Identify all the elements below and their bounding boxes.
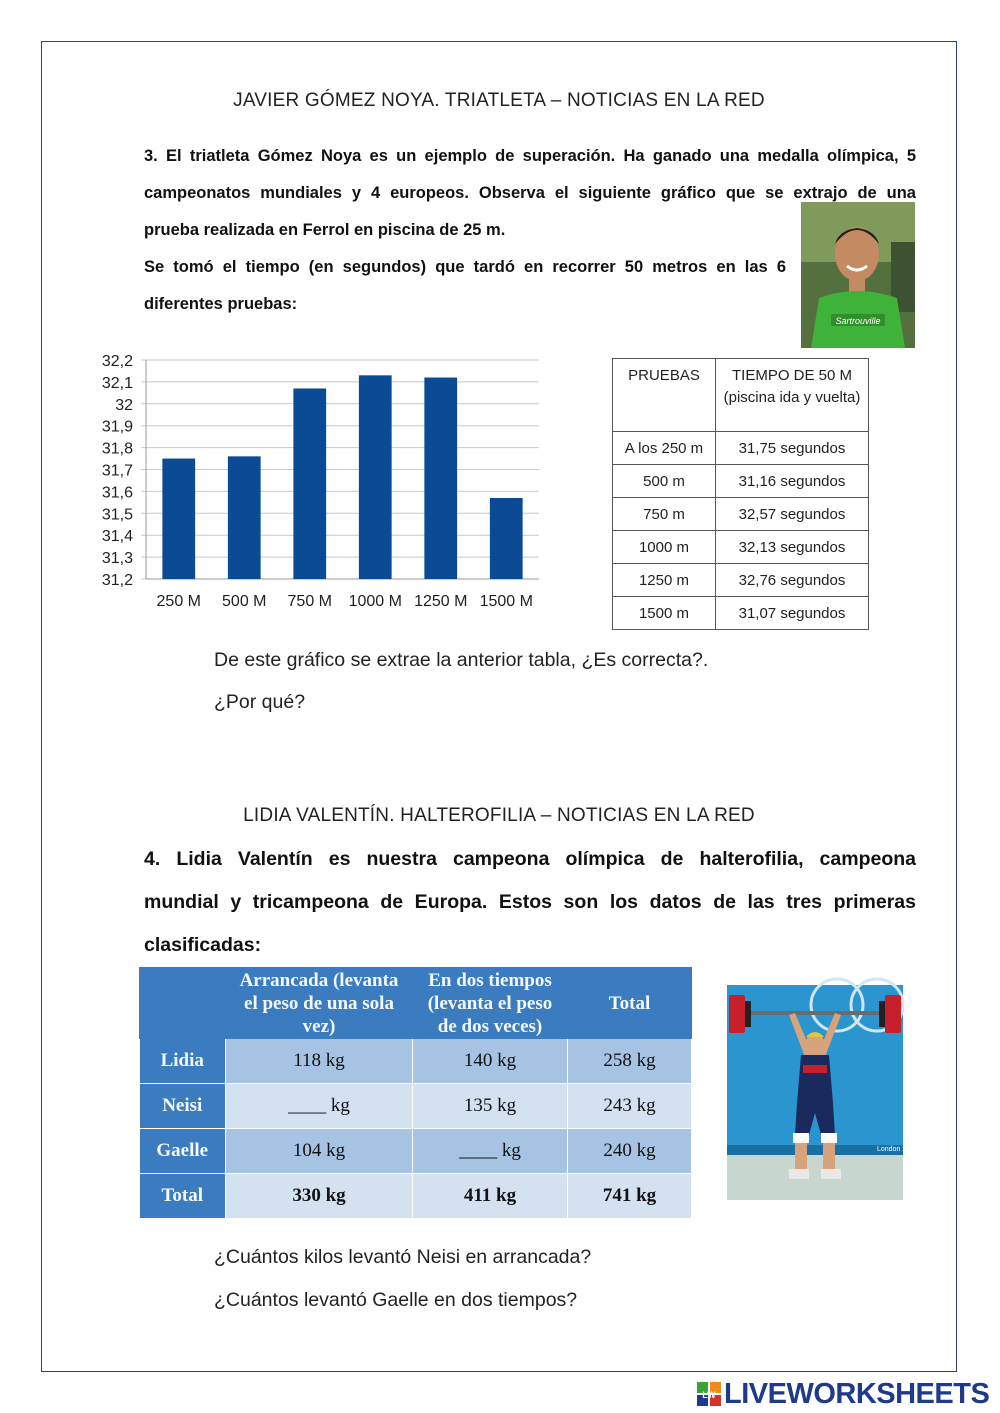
chart-bar bbox=[490, 498, 523, 579]
times-cell-prueba: A los 250 m bbox=[613, 432, 716, 465]
times-header-pruebas: PRUEBAS bbox=[613, 359, 716, 432]
lifts-cell: 258 kg bbox=[568, 1039, 692, 1084]
chart-x-tick-label: 1500 M bbox=[479, 593, 533, 610]
table-row bbox=[613, 564, 869, 597]
question-3-line-4: Se tomó el tiempo (en segundos) que tardó en recorrer 50 metros en las 6 bbox=[144, 258, 786, 276]
lifts-header-blank bbox=[140, 968, 226, 1039]
chart-x-tick-label: 250 M bbox=[156, 593, 201, 610]
logo-text: LIVEWORKSHEETS bbox=[724, 1377, 990, 1410]
chart-x-tick-label: 1250 M bbox=[414, 593, 468, 610]
question-3-line-5: diferentes pruebas: bbox=[144, 295, 298, 313]
weightlifter-photo bbox=[727, 985, 918, 1200]
lifts-name-total: Total bbox=[140, 1174, 226, 1219]
logo-badge-icon bbox=[697, 1382, 721, 1406]
chart-bar bbox=[424, 378, 457, 579]
banner-text: London 2012 bbox=[877, 1146, 918, 1153]
chart-svg bbox=[90, 345, 550, 615]
question-3-line-2: campeonatos mundiales y 4 europeos. Observa el siguiente gráfico que se extrajo de una bbox=[144, 184, 916, 202]
table-row bbox=[613, 465, 869, 498]
times-cell-tiempo: 32,76 segundos bbox=[716, 564, 869, 597]
chart-y-tick-label: 31,7 bbox=[101, 462, 133, 480]
chart-y-tick-label: 31,6 bbox=[101, 484, 133, 502]
lifts-cell: 411 kg bbox=[413, 1174, 568, 1219]
jersey-text: Sartrouville bbox=[835, 316, 881, 326]
followup-question-2: ¿Por qué? bbox=[214, 691, 306, 713]
lifts-cell: 135 kg bbox=[413, 1084, 568, 1129]
times-cell-prueba: 1000 m bbox=[613, 531, 716, 564]
table-row bbox=[613, 498, 869, 531]
chart-y-tick-label: 31,3 bbox=[101, 550, 133, 568]
times-cell-tiempo: 31,07 segundos bbox=[716, 597, 869, 630]
logo-badge-text: LW bbox=[702, 1390, 716, 1400]
section2-heading: LIDIA VALENTÍN. HALTEROFILIA – NOTICIAS EN LA RED bbox=[243, 805, 755, 826]
chart-y-tick-label: 31,2 bbox=[101, 572, 133, 589]
chart-y-tick-label: 31,5 bbox=[101, 506, 133, 524]
lifts-cell: 104 kg bbox=[226, 1129, 413, 1174]
chart-y-tick-label: 31,4 bbox=[101, 528, 133, 546]
lifts-cell: 243 kg bbox=[568, 1084, 692, 1129]
question-4-line-3: clasificadas: bbox=[144, 934, 262, 956]
question-4a: ¿Cuántos kilos levantó Neisi en arrancada? bbox=[214, 1246, 592, 1268]
times-cell-tiempo: 31,75 segundos bbox=[716, 432, 869, 465]
liveworksheets-logo bbox=[697, 1377, 989, 1411]
table-row bbox=[613, 597, 869, 630]
chart-x-tick-label: 1000 M bbox=[348, 593, 402, 610]
chart-bar bbox=[359, 375, 392, 579]
table-row bbox=[613, 531, 869, 564]
question-4-line-1: 4. Lidia Valentín es nuestra campeona olímpica de halterofilia, campeona bbox=[144, 848, 916, 870]
times-cell-tiempo: 32,57 segundos bbox=[716, 498, 869, 531]
chart-x-tick-label: 500 M bbox=[222, 593, 267, 610]
times-cell-tiempo: 32,13 segundos bbox=[716, 531, 869, 564]
chart-y-tick-label: 31,9 bbox=[101, 418, 133, 436]
table-row bbox=[140, 1084, 692, 1129]
question-4b: ¿Cuántos levantó Gaelle en dos tiempos? bbox=[214, 1289, 578, 1311]
chart-bar bbox=[162, 459, 195, 579]
chart-y-tick-label: 32,2 bbox=[101, 353, 133, 370]
chart-bar bbox=[293, 388, 326, 579]
weightlifting-table bbox=[139, 967, 692, 1219]
lifts-cell: 240 kg bbox=[568, 1129, 692, 1174]
times-cell-prueba: 500 m bbox=[613, 465, 716, 498]
chart-x-tick-label: 750 M bbox=[287, 593, 332, 610]
times-cell-prueba: 1500 m bbox=[613, 597, 716, 630]
table-row bbox=[613, 432, 869, 465]
times-cell-prueba: 750 m bbox=[613, 498, 716, 531]
lifts-header-total: Total bbox=[568, 968, 692, 1039]
lifts-cell: 140 kg bbox=[413, 1039, 568, 1084]
chart-y-tick-label: 32 bbox=[115, 396, 133, 414]
table-row bbox=[140, 1129, 692, 1174]
lifts-name-gaelle: Gaelle bbox=[140, 1129, 226, 1174]
chart-y-tick-label: 32,1 bbox=[101, 374, 133, 392]
lifts-cell: 741 kg bbox=[568, 1174, 692, 1219]
triathlete-photo bbox=[801, 202, 915, 348]
times-bar-chart bbox=[90, 345, 550, 615]
weightlifter-illustration bbox=[727, 985, 918, 1200]
times-cell-prueba: 1250 m bbox=[613, 564, 716, 597]
lifts-name-neisi: Neisi bbox=[140, 1084, 226, 1129]
lifts-cell: 118 kg bbox=[226, 1039, 413, 1084]
table-row bbox=[140, 1039, 692, 1084]
times-cell-tiempo: 31,16 segundos bbox=[716, 465, 869, 498]
question-3-line-3: prueba realizada en Ferrol en piscina de 25 m. bbox=[144, 221, 506, 239]
question-3-line-1: 3. El triatleta Gómez Noya es un ejemplo de superación. Ha ganado una medalla olímpica, 5 bbox=[144, 147, 916, 165]
lifts-header-dos-tiempos: En dos tiempos (levanta el peso de dos veces) bbox=[413, 968, 568, 1039]
question-4-line-2: mundial y tricampeona de Europa. Estos son los datos de las tres primeras bbox=[144, 891, 916, 913]
question-4 bbox=[144, 838, 916, 967]
chart-y-tick-label: 31,8 bbox=[101, 440, 133, 458]
lifts-name-lidia: Lidia bbox=[140, 1039, 226, 1084]
followup-question-1: De este gráfico se extrae la anterior tabla, ¿Es correcta?. bbox=[214, 649, 709, 671]
gaelle-dos-tiempos-blank[interactable]: ____ kg bbox=[413, 1129, 568, 1174]
lifts-cell: 330 kg bbox=[226, 1174, 413, 1219]
lifts-header-arrancada: Arrancada (levanta el peso de una sola vez) bbox=[226, 968, 413, 1039]
times-table bbox=[612, 358, 869, 630]
neisi-arrancada-blank[interactable]: ____ kg bbox=[226, 1084, 413, 1129]
section1-heading: JAVIER GÓMEZ NOYA. TRIATLETA – NOTICIAS EN LA RED bbox=[233, 90, 765, 111]
triathlete-illustration bbox=[801, 202, 915, 348]
chart-bar bbox=[228, 456, 261, 579]
table-row bbox=[140, 1174, 692, 1219]
times-header-tiempo: TIEMPO DE 50 M (piscina ida y vuelta) bbox=[716, 359, 869, 432]
